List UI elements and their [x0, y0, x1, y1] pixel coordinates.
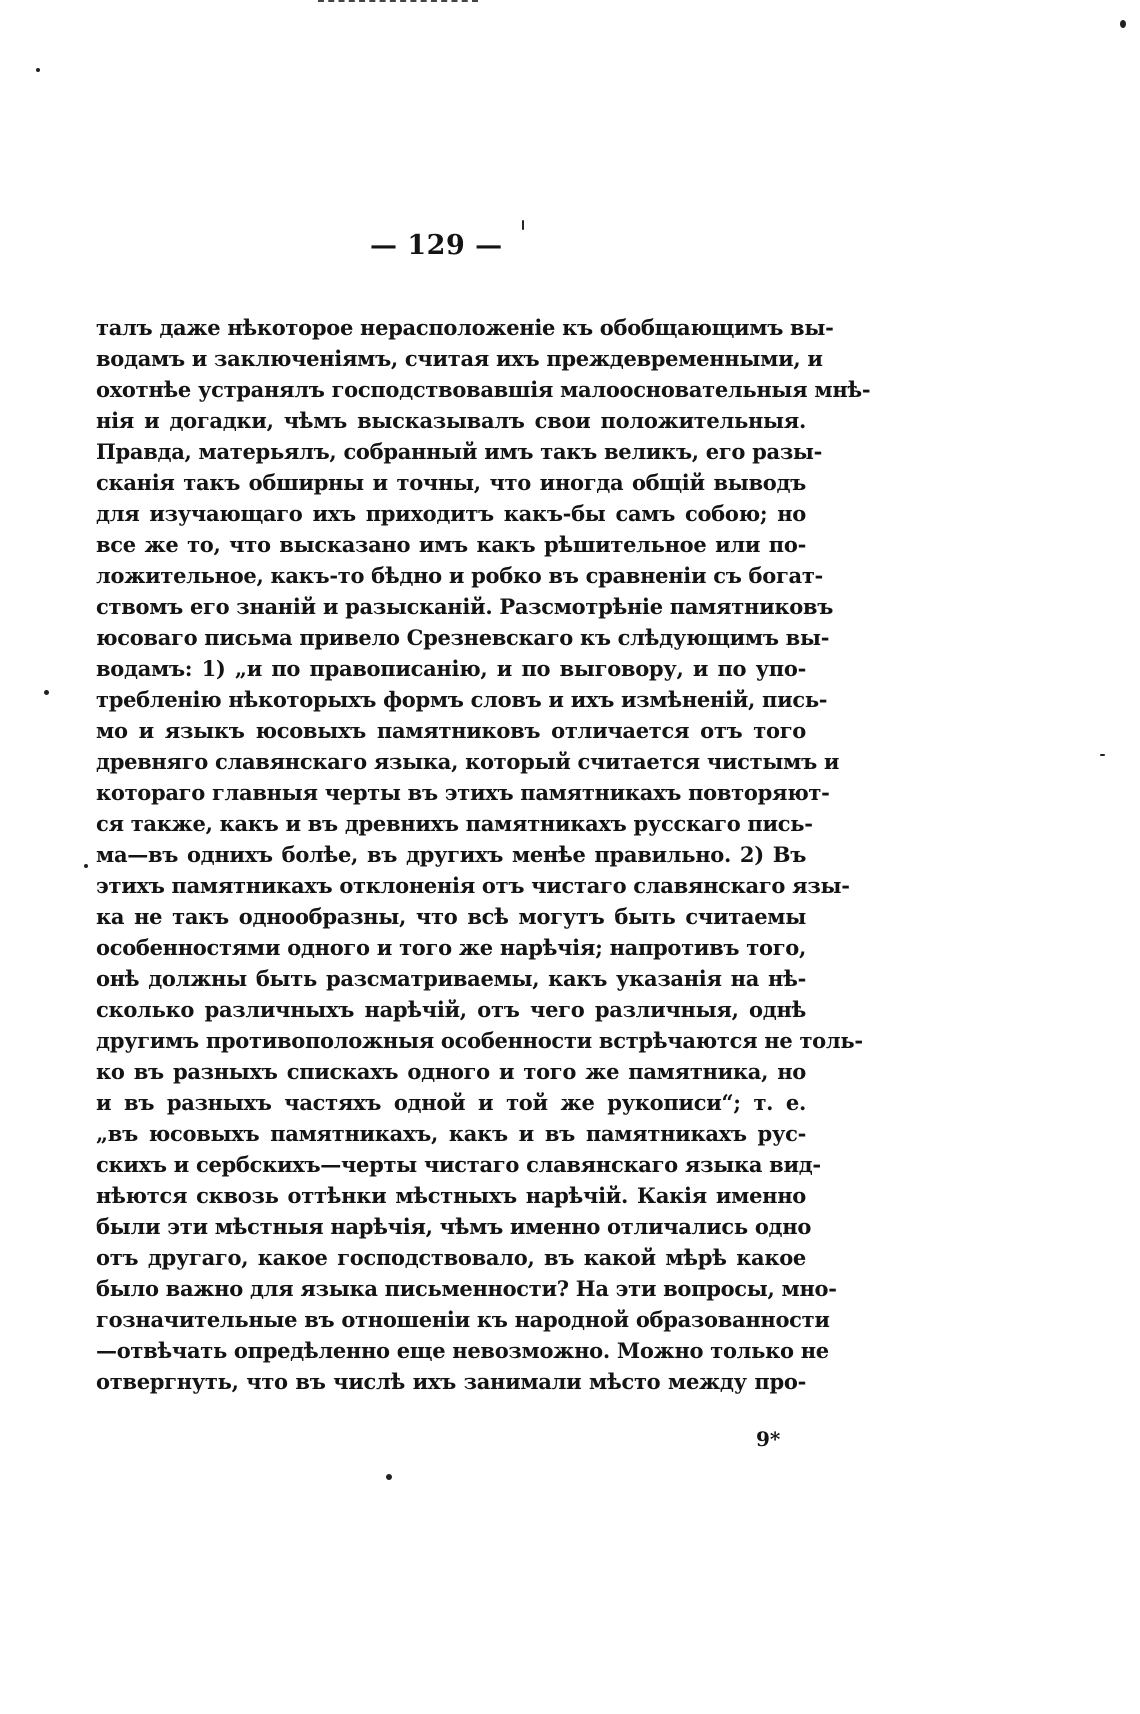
text-line: особенностями одного и того же нарѣчія; напротивъ того,: [96, 935, 806, 960]
text-line: скихъ и сербскихъ—черты чистаго славянскаго языка вид-: [96, 1152, 821, 1177]
signature-mark: 9*: [756, 1427, 781, 1451]
scan-speck: [36, 68, 40, 72]
scan-speck: [84, 864, 88, 868]
text-line: все же то, что высказано имъ какъ рѣшительное или по-: [96, 532, 806, 557]
text-line: ма—въ однихъ болѣе, въ другихъ менѣе правильно. 2) Въ: [96, 842, 806, 867]
header-rule: [318, 0, 478, 6]
text-line: Правда, матерьялъ, собранный имъ такъ великъ, его разы-: [96, 439, 823, 464]
text-line: были эти мѣстныя нарѣчія, чѣмъ именно отличались одно: [96, 1214, 812, 1239]
text-line: —отвѣчать опредѣленно еще невозможно. Можно только не: [96, 1338, 829, 1363]
scan-speck: [1120, 20, 1126, 28]
body-text: [96, 312, 871, 1397]
text-line: ко въ разныхъ спискахъ одного и того же памятника, но: [96, 1059, 806, 1084]
text-line: ся также, какъ и въ древнихъ памятникахъ русскаго пись-: [96, 811, 813, 836]
text-line: охотнѣе устранялъ господствовавшія малоосновательныя мнѣ-: [96, 377, 871, 402]
text-line: отвергнуть, что въ числѣ ихъ занимали мѣсто между про-: [96, 1369, 806, 1394]
text-line: гозначительные въ отношеніи къ народной образованности: [96, 1307, 830, 1332]
text-line: ка не такъ однообразны, что всѣ могутъ быть считаемы: [96, 904, 806, 929]
text-line: онѣ должны быть разсматриваемы, какъ указанія на нѣ-: [96, 966, 806, 991]
scan-speck: [386, 1474, 392, 1480]
text-line: сканія такъ обширны и точны, что иногда общій выводъ: [96, 470, 806, 495]
scan-speck: [522, 220, 524, 230]
text-line: было важно для языка письменности? На эти вопросы, мно-: [96, 1276, 837, 1301]
page-number: — 129 —: [370, 230, 503, 261]
text-line: отъ другаго, какое господствовало, въ какой мѣрѣ какое: [96, 1245, 806, 1270]
text-line: ложительное, какъ-то бѣдно и робко въ сравненіи съ богат-: [96, 563, 823, 588]
text-line: древняго славянскаго языка, который считается чистымъ и: [96, 749, 840, 774]
text-line: нѣются сквозь оттѣнки мѣстныхъ нарѣчій. Какія именно: [96, 1183, 806, 1208]
text-line: „въ юсовыхъ памятникахъ, какъ и въ памятникахъ рус-: [96, 1121, 806, 1146]
text-line: талъ даже нѣкоторое нерасположеніе къ обобщающимъ вы-: [96, 315, 834, 340]
text-line: нія и догадки, чѣмъ высказывалъ свои положительныя.: [96, 408, 806, 433]
text-line: юсоваго письма привело Срезневскаго къ слѣдующимъ вы-: [96, 625, 830, 650]
text-line: водамъ и заключеніямъ, считая ихъ преждевременными, и: [96, 346, 823, 371]
scan-speck: [1100, 754, 1105, 756]
scan-speck: [44, 690, 49, 695]
text-line: этихъ памятникахъ отклоненія отъ чистаго славянскаго язы-: [96, 873, 850, 898]
text-line: требленію нѣкоторыхъ формъ словъ и ихъ измѣненій, пись-: [96, 687, 828, 712]
text-line: водамъ: 1) „и по правописанію, и по выговору, и по упо-: [96, 656, 806, 681]
text-line: для изучающаго ихъ приходитъ какъ-бы самъ собою; но: [96, 501, 806, 526]
text-line: другимъ противоположныя особенности встрѣчаются не толь-: [96, 1028, 863, 1053]
text-line: и въ разныхъ частяхъ одной и той же рукописи“; т. е.: [96, 1090, 806, 1115]
text-line: котораго главныя черты въ этихъ памятникахъ повторяют-: [96, 780, 830, 805]
text-line: сколько различныхъ нарѣчій, отъ чего различныя, однѣ: [96, 997, 806, 1022]
text-line: ствомъ его знаній и разысканій. Разсмотрѣніе памятниковъ: [96, 594, 834, 619]
text-line: мо и языкъ юсовыхъ памятниковъ отличается отъ того: [96, 718, 806, 743]
